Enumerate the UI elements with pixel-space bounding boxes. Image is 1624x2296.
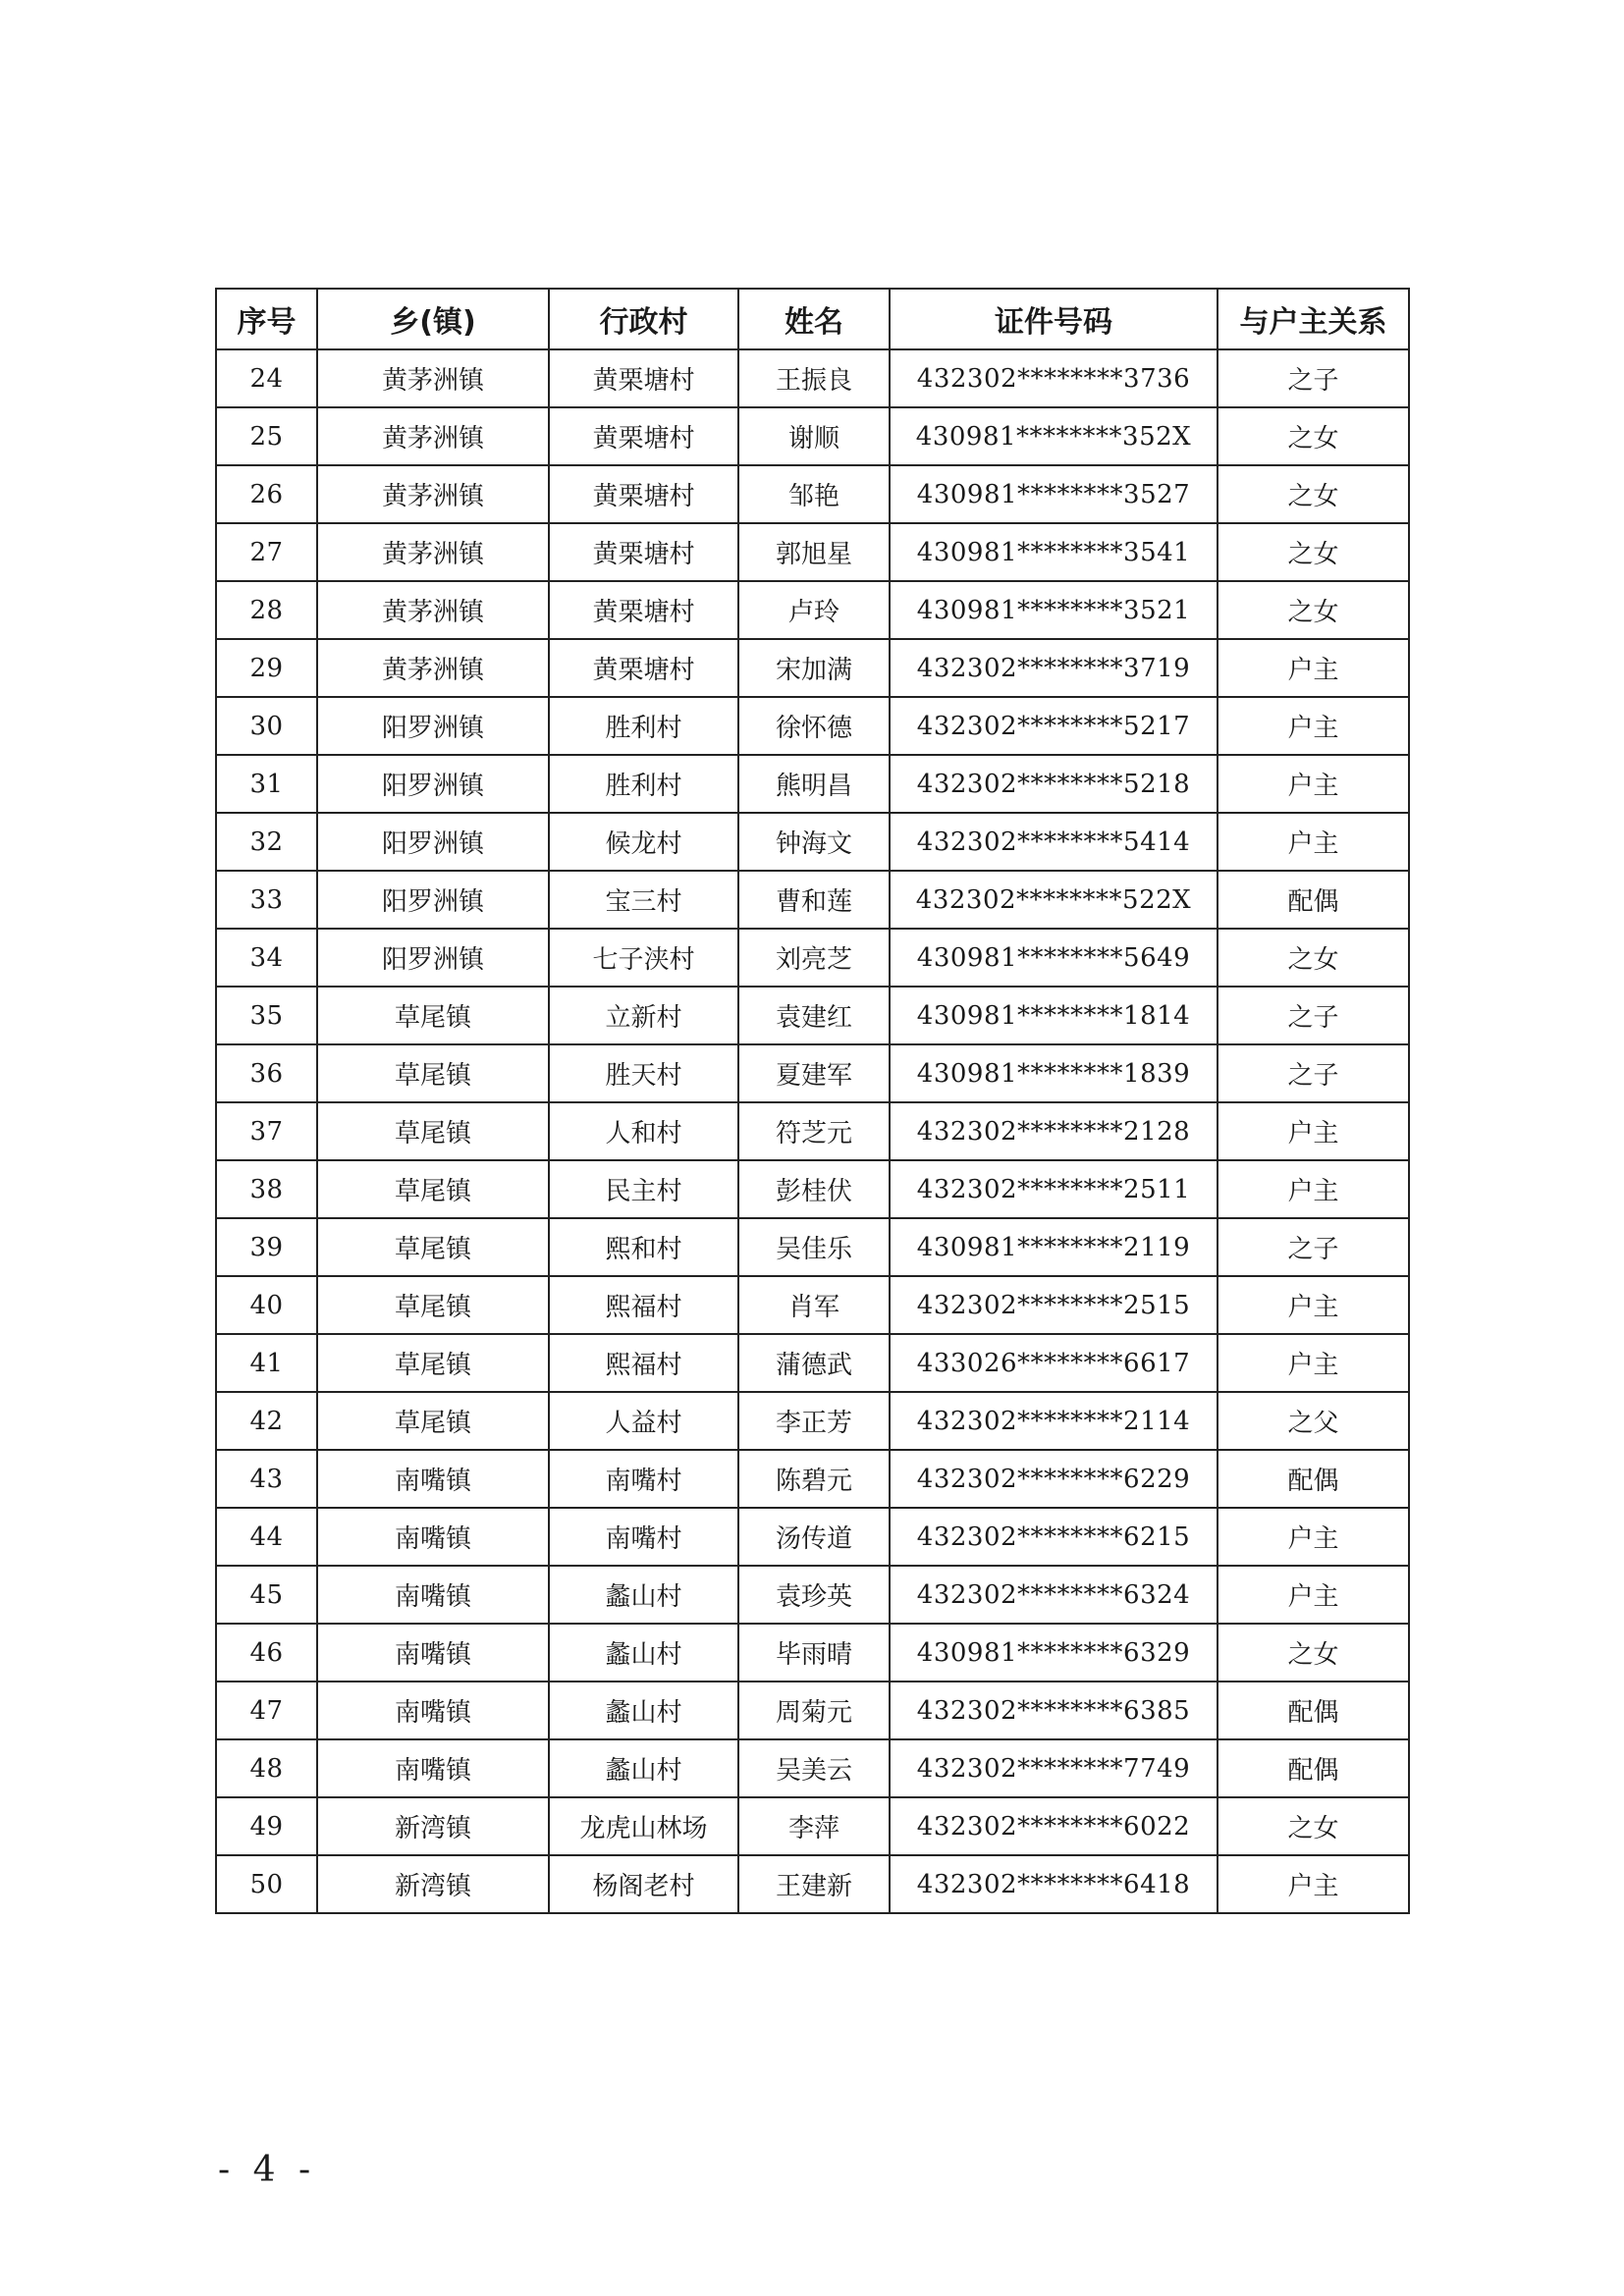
cell-village: 龙虎山林场 [549,1797,738,1855]
cell-name: 符芝元 [738,1102,890,1160]
header-id-number: 证件号码 [890,289,1218,349]
cell-id-number: 432302********2515 [890,1276,1218,1334]
cell-relationship: 配偶 [1218,1450,1409,1508]
table-row [216,697,1409,755]
cell-name: 肖军 [738,1276,890,1334]
cell-index: 30 [216,697,317,755]
cell-village: 杨阁老村 [549,1855,738,1913]
cell-relationship: 之父 [1218,1392,1409,1450]
table-row [216,1160,1409,1218]
cell-index: 32 [216,813,317,871]
cell-township: 草尾镇 [317,987,549,1044]
cell-index: 26 [216,465,317,523]
cell-township: 阳罗洲镇 [317,697,549,755]
table-row [216,1218,1409,1276]
table-row [216,465,1409,523]
cell-id-number: 432302********6324 [890,1566,1218,1624]
table-row [216,1739,1409,1797]
cell-relationship: 之子 [1218,987,1409,1044]
cell-township: 阳罗洲镇 [317,755,549,813]
cell-id-number: 432302********2114 [890,1392,1218,1450]
cell-relationship: 户主 [1218,1276,1409,1334]
cell-township: 草尾镇 [317,1334,549,1392]
cell-relationship: 户主 [1218,697,1409,755]
cell-village: 蠡山村 [549,1739,738,1797]
cell-name: 谢顺 [738,407,890,465]
cell-relationship: 配偶 [1218,871,1409,929]
cell-relationship: 户主 [1218,755,1409,813]
cell-relationship: 户主 [1218,1855,1409,1913]
cell-township: 草尾镇 [317,1044,549,1102]
table-row [216,639,1409,697]
cell-id-number: 432302********7749 [890,1739,1218,1797]
table-row [216,1334,1409,1392]
cell-id-number: 432302********6385 [890,1682,1218,1739]
cell-relationship: 户主 [1218,1566,1409,1624]
cell-village: 蠡山村 [549,1624,738,1682]
cell-relationship: 配偶 [1218,1682,1409,1739]
cell-id-number: 432302********6229 [890,1450,1218,1508]
table-row [216,1102,1409,1160]
cell-index: 43 [216,1450,317,1508]
cell-village: 人益村 [549,1392,738,1450]
cell-township: 黄茅洲镇 [317,349,549,407]
cell-name: 袁珍英 [738,1566,890,1624]
cell-name: 蒲德武 [738,1334,890,1392]
cell-name: 周菊元 [738,1682,890,1739]
cell-index: 27 [216,523,317,581]
table-row [216,407,1409,465]
cell-index: 41 [216,1334,317,1392]
cell-name: 熊明昌 [738,755,890,813]
cell-id-number: 432302********2128 [890,1102,1218,1160]
cell-id-number: 432302********6418 [890,1855,1218,1913]
cell-index: 47 [216,1682,317,1739]
cell-id-number: 430981********1814 [890,987,1218,1044]
cell-township: 草尾镇 [317,1276,549,1334]
cell-township: 新湾镇 [317,1797,549,1855]
cell-index: 42 [216,1392,317,1450]
cell-township: 南嘴镇 [317,1682,549,1739]
cell-id-number: 430981********3541 [890,523,1218,581]
cell-village: 黄栗塘村 [549,349,738,407]
cell-village: 黄栗塘村 [549,465,738,523]
cell-name: 李萍 [738,1797,890,1855]
cell-name: 吴美云 [738,1739,890,1797]
cell-village: 南嘴村 [549,1508,738,1566]
cell-name: 毕雨晴 [738,1624,890,1682]
cell-relationship: 配偶 [1218,1739,1409,1797]
table-row [216,1508,1409,1566]
cell-name: 徐怀德 [738,697,890,755]
cell-relationship: 户主 [1218,1334,1409,1392]
cell-index: 48 [216,1739,317,1797]
cell-name: 汤传道 [738,1508,890,1566]
table-row [216,1450,1409,1508]
cell-index: 46 [216,1624,317,1682]
cell-relationship: 之女 [1218,523,1409,581]
table-row [216,1624,1409,1682]
cell-name: 卢玲 [738,581,890,639]
cell-village: 熙和村 [549,1218,738,1276]
cell-id-number: 430981********3527 [890,465,1218,523]
cell-relationship: 之子 [1218,1218,1409,1276]
cell-township: 草尾镇 [317,1160,549,1218]
cell-village: 黄栗塘村 [549,407,738,465]
cell-township: 南嘴镇 [317,1739,549,1797]
table-row [216,1797,1409,1855]
cell-township: 南嘴镇 [317,1508,549,1566]
cell-township: 南嘴镇 [317,1566,549,1624]
table-row [216,755,1409,813]
cell-village: 胜利村 [549,697,738,755]
cell-relationship: 之子 [1218,349,1409,407]
cell-township: 黄茅洲镇 [317,639,549,697]
cell-index: 50 [216,1855,317,1913]
cell-relationship: 之女 [1218,407,1409,465]
cell-index: 38 [216,1160,317,1218]
header-relationship: 与户主关系 [1218,289,1409,349]
cell-index: 34 [216,929,317,987]
cell-village: 熙福村 [549,1334,738,1392]
cell-township: 草尾镇 [317,1218,549,1276]
cell-village: 蠡山村 [549,1566,738,1624]
cell-village: 宝三村 [549,871,738,929]
cell-index: 39 [216,1218,317,1276]
cell-name: 曹和莲 [738,871,890,929]
table-row [216,987,1409,1044]
cell-name: 李正芳 [738,1392,890,1450]
cell-name: 宋加满 [738,639,890,697]
cell-name: 王振良 [738,349,890,407]
cell-relationship: 户主 [1218,813,1409,871]
cell-village: 黄栗塘村 [549,581,738,639]
cell-village: 黄栗塘村 [549,523,738,581]
cell-name: 钟海文 [738,813,890,871]
header-township: 乡(镇) [317,289,549,349]
roster-body [216,349,1409,1913]
cell-id-number: 430981********5649 [890,929,1218,987]
cell-township: 阳罗洲镇 [317,929,549,987]
roster-table [215,288,1410,1914]
cell-name: 夏建军 [738,1044,890,1102]
cell-id-number: 432302********5217 [890,697,1218,755]
cell-relationship: 之子 [1218,1044,1409,1102]
cell-village: 黄栗塘村 [549,639,738,697]
cell-id-number: 430981********352X [890,407,1218,465]
cell-id-number: 432302********5414 [890,813,1218,871]
cell-village: 七子浃村 [549,929,738,987]
cell-village: 胜天村 [549,1044,738,1102]
cell-id-number: 432302********6215 [890,1508,1218,1566]
cell-id-number: 430981********3521 [890,581,1218,639]
cell-index: 33 [216,871,317,929]
cell-id-number: 432302********6022 [890,1797,1218,1855]
cell-relationship: 之女 [1218,465,1409,523]
cell-name: 郭旭星 [738,523,890,581]
table-row [216,1044,1409,1102]
cell-index: 31 [216,755,317,813]
table-row [216,871,1409,929]
cell-index: 35 [216,987,317,1044]
cell-village: 熙福村 [549,1276,738,1334]
cell-index: 40 [216,1276,317,1334]
cell-name: 袁建红 [738,987,890,1044]
cell-relationship: 户主 [1218,639,1409,697]
header-index: 序号 [216,289,317,349]
header-name: 姓名 [738,289,890,349]
cell-relationship: 之女 [1218,929,1409,987]
cell-township: 阳罗洲镇 [317,871,549,929]
table-row [216,349,1409,407]
cell-index: 37 [216,1102,317,1160]
cell-relationship: 之女 [1218,1797,1409,1855]
cell-name: 陈碧元 [738,1450,890,1508]
table-row [216,581,1409,639]
cell-village: 立新村 [549,987,738,1044]
table-row [216,1392,1409,1450]
cell-relationship: 之女 [1218,581,1409,639]
cell-index: 29 [216,639,317,697]
table-row [216,929,1409,987]
cell-relationship: 户主 [1218,1160,1409,1218]
cell-township: 黄茅洲镇 [317,581,549,639]
cell-id-number: 432302********522X [890,871,1218,929]
table-row [216,813,1409,871]
cell-index: 24 [216,349,317,407]
cell-name: 彭桂伏 [738,1160,890,1218]
table-header-row [216,289,1409,349]
cell-id-number: 432302********2511 [890,1160,1218,1218]
table-row [216,1566,1409,1624]
table-row [216,1855,1409,1913]
cell-township: 草尾镇 [317,1102,549,1160]
cell-id-number: 430981********1839 [890,1044,1218,1102]
cell-village: 南嘴村 [549,1450,738,1508]
cell-township: 南嘴镇 [317,1624,549,1682]
cell-relationship: 户主 [1218,1508,1409,1566]
cell-township: 黄茅洲镇 [317,465,549,523]
cell-index: 28 [216,581,317,639]
table-row [216,523,1409,581]
cell-relationship: 户主 [1218,1102,1409,1160]
cell-index: 49 [216,1797,317,1855]
cell-index: 44 [216,1508,317,1566]
cell-relationship: 之女 [1218,1624,1409,1682]
cell-index: 45 [216,1566,317,1624]
cell-id-number: 432302********3736 [890,349,1218,407]
cell-id-number: 432302********5218 [890,755,1218,813]
cell-township: 南嘴镇 [317,1450,549,1508]
table-row [216,1276,1409,1334]
cell-village: 人和村 [549,1102,738,1160]
cell-village: 民主村 [549,1160,738,1218]
cell-township: 草尾镇 [317,1392,549,1450]
cell-index: 36 [216,1044,317,1102]
cell-name: 王建新 [738,1855,890,1913]
cell-id-number: 433026********6617 [890,1334,1218,1392]
cell-id-number: 432302********3719 [890,639,1218,697]
cell-id-number: 430981********2119 [890,1218,1218,1276]
cell-index: 25 [216,407,317,465]
cell-township: 新湾镇 [317,1855,549,1913]
cell-township: 阳罗洲镇 [317,813,549,871]
cell-id-number: 430981********6329 [890,1624,1218,1682]
header-village: 行政村 [549,289,738,349]
cell-name: 邹艳 [738,465,890,523]
page-number: - 4 - [218,2150,317,2190]
table-row [216,1682,1409,1739]
cell-village: 胜利村 [549,755,738,813]
cell-village: 候龙村 [549,813,738,871]
cell-township: 黄茅洲镇 [317,407,549,465]
cell-township: 黄茅洲镇 [317,523,549,581]
cell-village: 蠡山村 [549,1682,738,1739]
cell-name: 刘亮芝 [738,929,890,987]
cell-name: 吴佳乐 [738,1218,890,1276]
